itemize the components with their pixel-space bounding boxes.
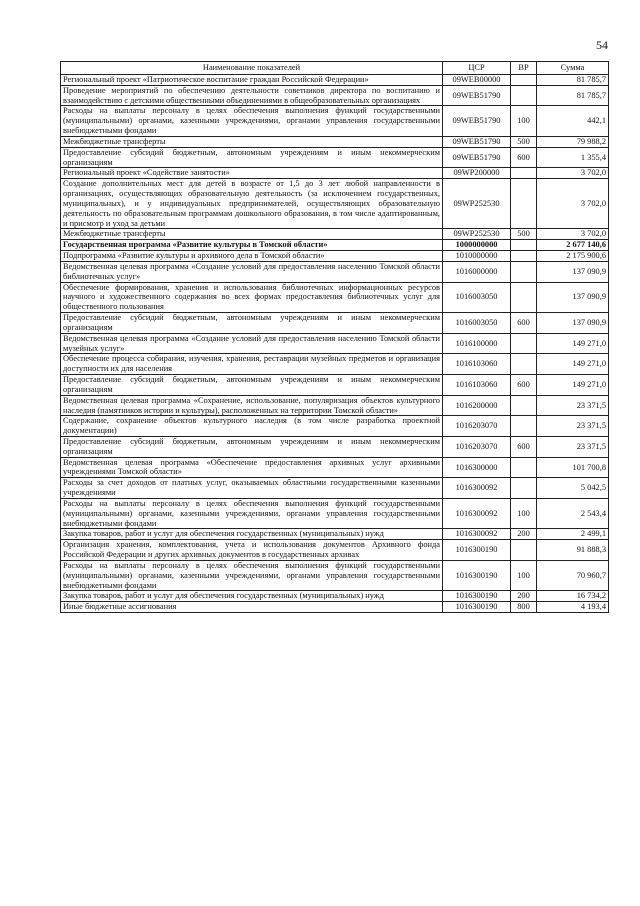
row-sum-cell: 137 090,9	[537, 261, 609, 282]
row-sum-cell: 149 271,0	[537, 354, 609, 375]
row-csr-cell: 09WEB51790	[443, 147, 511, 168]
row-name-cell: Государственная программа «Развитие культуры в Томской области»	[61, 240, 443, 251]
table-row	[61, 168, 609, 179]
row-csr-cell: 1016300190	[443, 602, 511, 613]
row-name-cell: Ведомственная целевая программа «Обеспечение предоставления архивных услуг архивными учреждениями Томской области»	[61, 457, 443, 478]
row-vr-cell	[511, 75, 537, 86]
row-name-cell: Расходы за счет доходов от платных услуг, оказываемых областными государственными казенными учреждениями	[61, 478, 443, 499]
row-name-cell: Создание дополнительных мест для детей в возрасте от 1,5 до 3 лет любой направленности в организациях, осуществляющих образовательную деятельность (за исключением государственных, муниципальных), и у индивидуальных предпринимателей, осуществляющих образовательную деятельность по образовательным программам дошкольного образования, в том числе адаптированным, и присмотр и уход за детьми	[61, 179, 443, 229]
row-name-cell: Региональный проект «Патриотическое воспитание граждан Российской Федерации»	[61, 75, 443, 86]
table-row	[61, 282, 609, 312]
row-vr-cell: 800	[511, 602, 537, 613]
row-csr-cell: 1000000000	[443, 240, 511, 251]
row-vr-cell	[511, 85, 537, 106]
row-sum-cell: 91 888,3	[537, 540, 609, 561]
row-csr-cell: 09WEB51790	[443, 85, 511, 106]
row-sum-cell: 23 371,5	[537, 416, 609, 437]
row-vr-cell	[511, 179, 537, 229]
row-name-cell: Обеспечение процесса собирания, изучения, хранения, реставрации музейных предметов и организация доступности их для населения	[61, 354, 443, 375]
row-vr-cell	[511, 261, 537, 282]
row-vr-cell: 200	[511, 529, 537, 540]
table-row	[61, 436, 609, 457]
row-vr-cell	[511, 395, 537, 416]
row-sum-cell: 3 702,0	[537, 168, 609, 179]
table-row	[61, 147, 609, 168]
header-sum: Сумма	[537, 62, 609, 75]
row-vr-cell	[511, 333, 537, 354]
row-vr-cell: 600	[511, 375, 537, 396]
table-row	[61, 457, 609, 478]
row-name-cell: Содержание, сохранение объектов культурного наследия (в том числе разработка проектной документации)	[61, 416, 443, 437]
row-name-cell: Закупка товаров, работ и услуг для обеспечения государственных (муниципальных) нужд	[61, 529, 443, 540]
table-row	[61, 251, 609, 262]
table-row	[61, 540, 609, 561]
header-vr: ВР	[511, 62, 537, 75]
row-sum-cell: 149 271,0	[537, 375, 609, 396]
table-row	[61, 179, 609, 229]
row-sum-cell: 81 785,7	[537, 75, 609, 86]
table-row	[61, 375, 609, 396]
table-body	[61, 75, 609, 613]
table-row	[61, 529, 609, 540]
row-csr-cell: 1016300092	[443, 529, 511, 540]
row-vr-cell: 200	[511, 591, 537, 602]
header-row	[61, 62, 609, 75]
row-name-cell: Предоставление субсидий бюджетным, автономным учреждениям и иным некоммерческим организациям	[61, 313, 443, 334]
row-csr-cell: 09WEB51790	[443, 106, 511, 136]
row-csr-cell: 1016200000	[443, 395, 511, 416]
row-csr-cell: 09WEB51790	[443, 136, 511, 147]
header-name: Наименование показателей	[61, 62, 443, 75]
budget-table	[60, 61, 609, 613]
row-sum-cell: 4 193,4	[537, 602, 609, 613]
row-sum-cell: 137 090,9	[537, 282, 609, 312]
row-vr-cell: 600	[511, 313, 537, 334]
row-csr-cell: 1016100000	[443, 333, 511, 354]
row-csr-cell: 1016300092	[443, 498, 511, 528]
row-vr-cell: 100	[511, 498, 537, 528]
table-row	[61, 416, 609, 437]
table-row	[61, 106, 609, 136]
table-row	[61, 75, 609, 86]
row-name-cell: Ведомственная целевая программа «Создание условий для предоставления населению Томской области библиотечных услуг»	[61, 261, 443, 282]
row-name-cell: Иные бюджетные ассигнования	[61, 602, 443, 613]
row-csr-cell: 09WP252530	[443, 179, 511, 229]
row-vr-cell: 600	[511, 436, 537, 457]
row-csr-cell: 1016103060	[443, 375, 511, 396]
row-csr-cell: 1016000000	[443, 261, 511, 282]
table-row	[61, 229, 609, 240]
row-sum-cell: 79 988,2	[537, 136, 609, 147]
row-csr-cell: 1010000000	[443, 251, 511, 262]
row-name-cell: Расходы на выплаты персоналу в целях обеспечения выполнения функций государственными (муниципальными) органами, казенными учреждениями, органами управления государственными внебюджетными фондами	[61, 560, 443, 590]
row-sum-cell: 2 499,1	[537, 529, 609, 540]
row-vr-cell: 100	[511, 106, 537, 136]
row-sum-cell: 5 042,5	[537, 478, 609, 499]
table-row	[61, 354, 609, 375]
row-sum-cell: 3 702,0	[537, 179, 609, 229]
table-row	[61, 333, 609, 354]
row-csr-cell: 1016103060	[443, 354, 511, 375]
row-vr-cell	[511, 354, 537, 375]
row-csr-cell: 1016003050	[443, 282, 511, 312]
row-csr-cell: 1016300190	[443, 591, 511, 602]
row-name-cell: Ведомственная целевая программа «Сохранение, использование, популяризация объектов культурного наследия (памятников истории и культуры), расположенных на территории Томской области»	[61, 395, 443, 416]
row-vr-cell	[511, 240, 537, 251]
row-csr-cell: 09WEB00000	[443, 75, 511, 86]
row-csr-cell: 1016203070	[443, 436, 511, 457]
row-sum-cell: 23 371,5	[537, 395, 609, 416]
row-name-cell: Проведение мероприятий по обеспечению деятельности советников директора по воспитанию и взаимодействию с детскими общественными объединениями в общеобразовательных организациях	[61, 85, 443, 106]
row-sum-cell: 23 371,5	[537, 436, 609, 457]
row-csr-cell: 1016003050	[443, 313, 511, 334]
table-row	[61, 478, 609, 499]
table-row	[61, 85, 609, 106]
row-vr-cell: 100	[511, 560, 537, 590]
row-sum-cell: 442,1	[537, 106, 609, 136]
row-sum-cell: 81 785,7	[537, 85, 609, 106]
row-csr-cell: 1016300092	[443, 478, 511, 499]
row-csr-cell: 1016300190	[443, 540, 511, 561]
row-vr-cell	[511, 168, 537, 179]
row-sum-cell: 70 960,7	[537, 560, 609, 590]
row-vr-cell	[511, 416, 537, 437]
row-csr-cell: 1016300190	[443, 560, 511, 590]
row-csr-cell: 09WP252530	[443, 229, 511, 240]
table-header	[61, 62, 609, 75]
row-name-cell: Расходы на выплаты персоналу в целях обеспечения выполнения функций государственными (муниципальными) органами, казенными учреждениями, органами управления государственными внебюджетными фондами	[61, 498, 443, 528]
table-row	[61, 240, 609, 251]
row-sum-cell: 1 355,4	[537, 147, 609, 168]
row-vr-cell	[511, 457, 537, 478]
header-csr: ЦСР	[443, 62, 511, 75]
row-name-cell: Межбюджетные трансферты	[61, 229, 443, 240]
row-vr-cell: 600	[511, 147, 537, 168]
page-number: 54	[596, 38, 608, 52]
row-csr-cell: 1016300000	[443, 457, 511, 478]
row-sum-cell: 101 700,8	[537, 457, 609, 478]
row-name-cell: Расходы на выплаты персоналу в целях обеспечения выполнения функций государственными (муниципальными) органами, казенными учреждениями, органами управления государственными внебюджетными фондами	[61, 106, 443, 136]
row-name-cell: Предоставление субсидий бюджетным, автономным учреждениям и иным некоммерческим организациям	[61, 375, 443, 396]
table-row	[61, 591, 609, 602]
row-name-cell: Ведомственная целевая программа «Создание условий для предоставления населению Томской области музейных услуг»	[61, 333, 443, 354]
row-name-cell: Подпрограмма «Развитие культуры и архивного дела в Томской области»	[61, 251, 443, 262]
row-sum-cell: 149 271,0	[537, 333, 609, 354]
table-row	[61, 136, 609, 147]
row-name-cell: Закупка товаров, работ и услуг для обеспечения государственных (муниципальных) нужд	[61, 591, 443, 602]
table-row	[61, 560, 609, 590]
row-sum-cell: 2 677 140,6	[537, 240, 609, 251]
row-vr-cell	[511, 478, 537, 499]
row-sum-cell: 137 090,9	[537, 313, 609, 334]
row-vr-cell	[511, 251, 537, 262]
table-row	[61, 261, 609, 282]
row-csr-cell: 09WP200000	[443, 168, 511, 179]
row-name-cell: Межбюджетные трансферты	[61, 136, 443, 147]
row-csr-cell: 1016203070	[443, 416, 511, 437]
row-name-cell: Предоставление субсидий бюджетным, автономным учреждениям и иным некоммерческим организациям	[61, 147, 443, 168]
row-name-cell: Обеспечение формирования, хранения и использования библиотечных информационных ресурсов научного и художественного содержания во всех формах предоставления библиотечных услуг для общественного пользования	[61, 282, 443, 312]
table-row	[61, 313, 609, 334]
row-vr-cell	[511, 540, 537, 561]
row-name-cell: Организация хранения, комплектования, учета и использования документов Архивного фонда Российской Федерации и других архивных документов в государственных архивах	[61, 540, 443, 561]
row-name-cell: Региональный проект «Содействие занятости»	[61, 168, 443, 179]
table-row	[61, 395, 609, 416]
row-vr-cell: 500	[511, 229, 537, 240]
row-sum-cell: 2 543,4	[537, 498, 609, 528]
row-sum-cell: 2 175 900,6	[537, 251, 609, 262]
row-vr-cell	[511, 282, 537, 312]
row-name-cell: Предоставление субсидий бюджетным, автономным учреждениям и иным некоммерческим организациям	[61, 436, 443, 457]
row-sum-cell: 3 702,0	[537, 229, 609, 240]
table-row	[61, 602, 609, 613]
row-vr-cell: 500	[511, 136, 537, 147]
table-row	[61, 498, 609, 528]
row-sum-cell: 16 734,2	[537, 591, 609, 602]
